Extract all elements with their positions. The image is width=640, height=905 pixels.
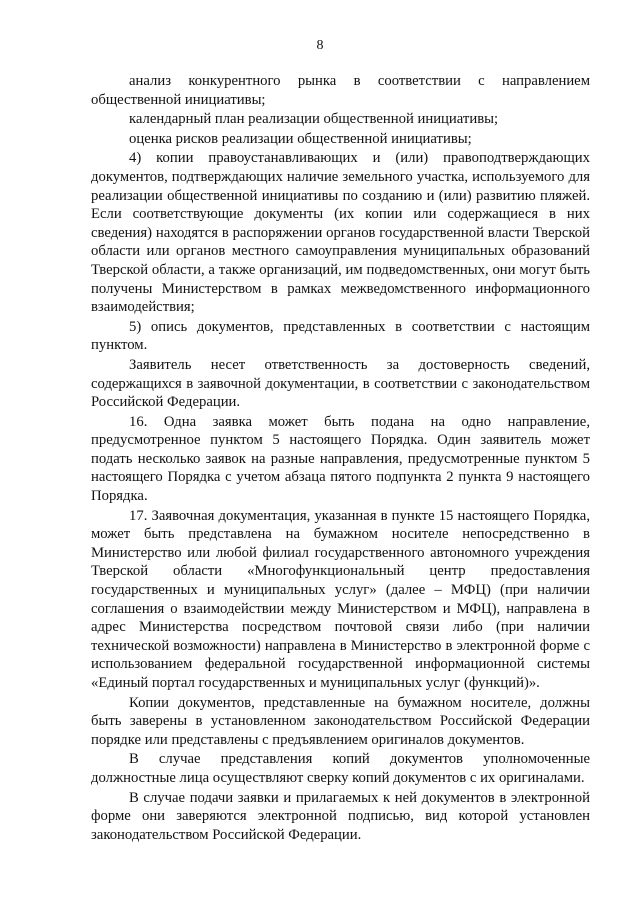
paragraph: В случае подачи заявки и прилагаемых к ней документов в электронной форме они заверяются электронной подписью, вид которой установлен законодательством Российской Федерации. bbox=[91, 789, 590, 843]
document-body bbox=[91, 72, 590, 844]
paragraph: В случае представления копий документов уполномоченные должностные лица осуществляют сверку копий документов с их оригиналами. bbox=[91, 751, 590, 786]
paragraph: Копии документов, представленные на бумажном носителе, должны быть заверены в установленном законодательством Российской Федерации порядке или представлены с предъявлением оригиналов документов. bbox=[91, 694, 590, 748]
paragraph: 16. Одна заявка может быть подана на одно направление, предусмотренное пунктом 5 настоящего Порядка. Один заявитель может подать несколько заявок на разные направления, предусмотренные пунктом 5 настоящего Порядка с учетом абзаца пятого подпункта 2 пункта 9 настоящего Порядка. bbox=[91, 413, 590, 505]
paragraph: оценка рисков реализации общественной инициативы; bbox=[129, 130, 472, 147]
paragraph: 17. Заявочная документация, указанная в пункте 15 настоящего Порядка, может быть представлена на бумажном носителе непосредственно в Министерство или любой филиал государственного автономного учреждения Тверской области «Многофункциональный центр предоставления государственных и муниципальных услуг» (далее – МФЦ) (при наличии соглашения о взаимодействии между Министерством и МФЦ), направлена в адрес Министерства посредством почтовой связи либо (при наличии технической возможности) направлена в Министерство в электронной форме с использованием федеральной государственной информационной системы «Единый портал государственных и муниципальных услуг (функций)». bbox=[91, 507, 590, 691]
paragraph: 4) копии правоустанавливающих и (или) правоподтверждающих документов, подтверждающих наличие земельного участка, используемого для реализации общественной инициативы по созданию и (или) развитию пляжей. Если соответствующие документы (их копии или содержащиеся в них сведения) находятся в распоряжении органов государственной власти Тверской области или органов местного самоуправления муниципальных образований Тверской области, а также организаций, им подведомственных, они могут быть получены Министерством в рамках межведомственного информационного взаимодействия; bbox=[91, 150, 590, 316]
page-number: 8 bbox=[316, 38, 324, 53]
paragraph: Заявитель несет ответственность за достоверность сведений, содержащихся в заявочной документации, в соответствии с законодательством Российской Федерации. bbox=[91, 356, 590, 411]
paragraph: 5) опись документов, представленных в соответствии с настоящим пунктом. bbox=[91, 318, 590, 354]
paragraph: анализ конкурентного рынка в соответствии с направлением общественной инициативы; bbox=[91, 73, 590, 108]
paragraph: календарный план реализации общественной инициативы; bbox=[129, 111, 499, 128]
